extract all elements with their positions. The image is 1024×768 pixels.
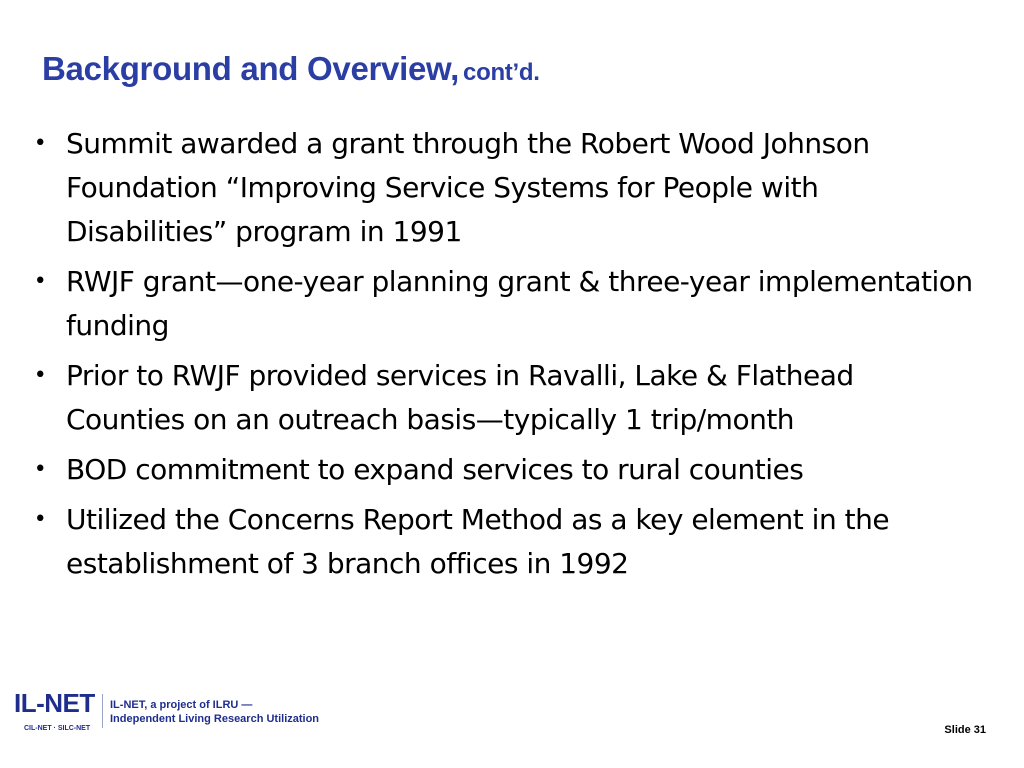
logo-subtext: CIL-NET · SILC-NET — [24, 725, 91, 732]
bullet-item — [30, 260, 980, 348]
il-net-logo — [10, 688, 410, 748]
bullet-text: Utilized the Concerns Report Method as a key element in the establishment of 3 branch offices in 1992 — [66, 503, 890, 580]
tagline-line-1: IL-NET, a project of ILRU — — [110, 699, 253, 711]
slide-number: Slide 31 — [944, 724, 986, 736]
tagline-line-2: Independent Living Research Utilization — [110, 713, 320, 725]
logo-mark — [10, 688, 96, 738]
bullet-list — [30, 122, 980, 592]
logo-divider — [102, 694, 103, 728]
bullet-dot: • — [33, 457, 47, 482]
bullet-item — [30, 354, 980, 442]
title-suffix: cont’d. — [463, 59, 540, 86]
bullet-dot: • — [33, 363, 47, 388]
bullet-text: Summit awarded a grant through the Robert Wood Johnson Foundation “Improving Service Systems for People with Disabilities” program in 1991 — [66, 127, 870, 248]
bullet-item — [30, 122, 980, 254]
bullet-text: Prior to RWJF provided services in Ravalli, Lake & Flathead Counties on an outreach basis—typically 1 trip/month — [66, 359, 854, 436]
bullet-dot: • — [33, 507, 47, 532]
bullet-dot: • — [33, 269, 47, 294]
bullet-dot: • — [33, 131, 47, 156]
bullet-text: BOD commitment to expand services to rural counties — [66, 453, 804, 486]
title-main: Background and Overview, — [42, 50, 460, 87]
bullet-item — [30, 498, 980, 586]
logo-wordmark: IL-NET — [14, 688, 95, 718]
slide-title — [42, 50, 540, 88]
bullet-text: RWJF grant—one-year planning grant & three-year implementation funding — [66, 265, 973, 342]
bullet-item — [30, 448, 980, 492]
logo-tagline — [110, 698, 319, 726]
